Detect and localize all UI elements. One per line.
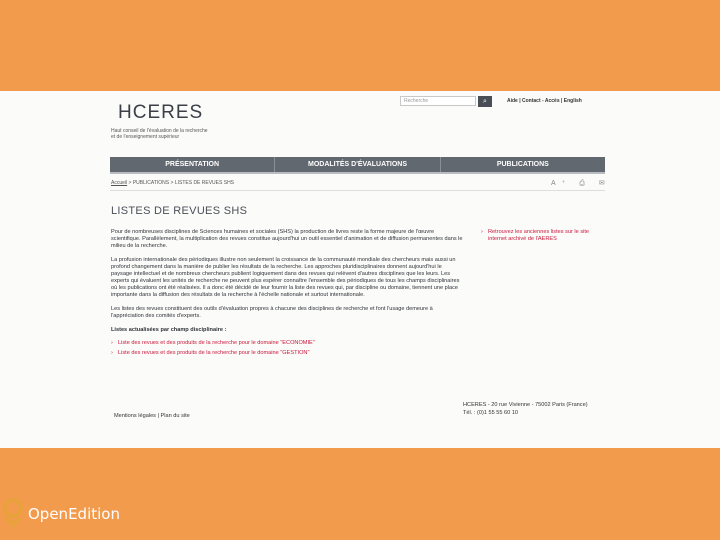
openedition-logo-text: OpenEdition (28, 505, 120, 523)
nav-underline (110, 172, 605, 174)
nav-item-publications[interactable]: PUBLICATIONS (496, 161, 549, 168)
paragraph-intro: Pour de nombreuses disciplines de Sciences humaines et sociales (SHS) la production de livres reste la forme majeure de l'œuvre scientifique. Parallèlement, la multiplication des revues constitue aujourd'hui un outil essentiel d'animation et de diffusion permanentes dans le milieu de la recherche. (111, 229, 463, 249)
footer-links[interactable]: Mentions légales | Plan du site (114, 413, 190, 419)
logo-subtitle-line-1: Haut conseil de l'évaluation de la recherche (111, 128, 208, 134)
bottom-orange-band (0, 448, 720, 540)
page-tools-icons[interactable]: A⁺ ⎙ ✉ (551, 180, 611, 187)
openedition-logo-icon (2, 498, 24, 530)
top-links[interactable]: Aide | Contact - Accès | English (507, 98, 582, 104)
phone-line: Tél. : (0)1 55 55 60 10 (463, 410, 519, 416)
page-title: LISTES DE REVUES SHS (111, 205, 248, 217)
lists-heading: Listes actualisées par champ disciplinaire : (111, 327, 227, 333)
nav-item-modalites[interactable]: MODALITÉS D'ÉVALUATIONS (275, 157, 440, 172)
search-input[interactable]: Recherche (400, 96, 476, 106)
list-link-economie[interactable]: › Liste des revues et des produits de la recherche pour le domaine "ECONOMIE" (111, 340, 463, 347)
header-divider (110, 190, 605, 191)
address-line: HCERES - 20 rue Vivienne - 75002 Paris (France) (463, 402, 588, 408)
paragraph-profusion: La profusion internationale des périodiques illustre non seulement la croissance de la communauté mondiale des chercheurs mais aussi un profond changement dans la manière de publier les résultats de la recherche. Les approches pluridisciplinaires donnent aujourd'hui le paysage intellectuel et de nombreux chercheurs publient logiquement dans des revues qui relèvent d'autres disciplines que les leurs. Les experts qui évaluent les unités de recherche ne peuvent plus espérer connaître l'ensemble des périodiques de tous les champs disciplinaires où les publications ont été réalisées. Il a donc été décidé de leur fournir la liste des revues qui, par discipline ou domaine, tiennent une place importante dans la diffusion des résultats de la recherche à l'échelle nationale et surtout internationale. (111, 257, 460, 298)
archive-link[interactable]: › Retrouvez les anciennes listes sur le site internet archivé de l'AERES (481, 229, 597, 243)
search-button[interactable] (478, 96, 492, 107)
search-icon: ⌕ (483, 98, 487, 105)
nav-item-presentation[interactable]: PRÉSENTATION (110, 157, 275, 172)
logo-subtitle-line-2: et de l'enseignement supérieur (111, 134, 180, 140)
site-logo-title[interactable]: HCERES (118, 102, 204, 123)
breadcrumb-home-link[interactable]: Accueil (111, 180, 128, 186)
breadcrumb-path: > PUBLICATIONS > LISTES DE REVUES SHS (127, 180, 235, 186)
footer-address (463, 401, 588, 417)
site-logo-subtitle (111, 128, 226, 140)
hceres-webpage-screenshot (0, 91, 720, 448)
list-link-gestion[interactable]: › Liste des revues et des produits de la recherche pour le domaine "GESTION" (111, 350, 463, 357)
main-nav (110, 157, 605, 172)
journal-lists (111, 340, 463, 357)
breadcrumb (111, 180, 234, 186)
main-content (111, 229, 463, 360)
top-orange-band (0, 0, 720, 91)
paragraph-usage: Les listes des revues constituent des outils d'évaluation propres à chacune des disciplines de recherche et font l'usage demeure à l'appréciation des comités d'experts. (111, 306, 433, 319)
